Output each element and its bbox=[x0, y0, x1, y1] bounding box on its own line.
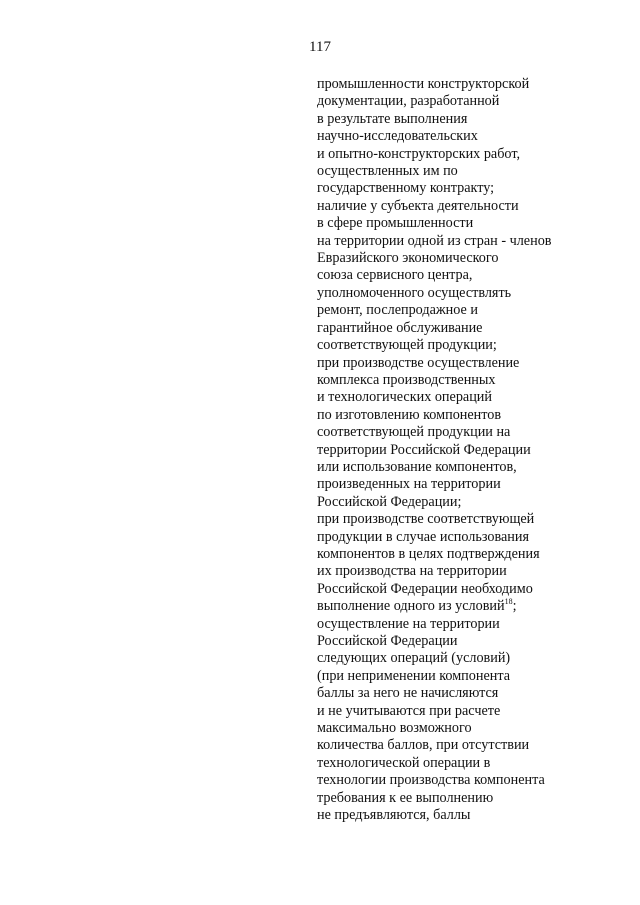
text-line: гарантийное обслуживание bbox=[317, 319, 483, 336]
text-line: следующих операций (условий) bbox=[317, 650, 511, 667]
text-line: Евразийского экономического bbox=[317, 250, 499, 267]
footnote-line-text: выполнение одного из условий bbox=[317, 598, 505, 615]
text-line: уполномоченного осуществлять bbox=[317, 284, 512, 301]
text-line: союза сервисного центра, bbox=[317, 267, 473, 284]
text-line: технологической операции в bbox=[317, 754, 491, 771]
text-line: осуществленных им по bbox=[317, 163, 458, 180]
text-line: или использование компонентов, bbox=[317, 458, 517, 475]
text-line: Российской Федерации bbox=[317, 633, 458, 649]
text-line: в сфере промышленности bbox=[317, 215, 474, 232]
text-line: Российской Федерации необходимо bbox=[317, 580, 533, 597]
text-line: по изготовлению компонентов bbox=[317, 406, 502, 423]
text-line: и технологических операций bbox=[317, 389, 492, 406]
text-line: документации, разработанной bbox=[317, 93, 500, 110]
text-line: продукции в случае использования bbox=[317, 528, 529, 545]
text-line: территории Российской Федерации bbox=[317, 441, 531, 458]
text-line: произведенных на территории bbox=[317, 476, 501, 493]
text-line: баллы за него не начисляются bbox=[317, 685, 499, 702]
text-line: (при неприменении компонента bbox=[317, 667, 511, 684]
text-line: при производстве соответствующей bbox=[317, 511, 535, 528]
text-line: осуществление на территории bbox=[317, 615, 500, 632]
text-line: комплекса производственных bbox=[317, 371, 496, 388]
text-line: соответствующей продукции на bbox=[317, 424, 511, 441]
text-line: компонентов в целях подтверждения bbox=[317, 545, 540, 562]
text-line: и опытно-конструкторских работ, bbox=[317, 145, 521, 162]
text-line: научно-исследовательских bbox=[317, 128, 478, 145]
text-line: на территории одной из стран - членов bbox=[317, 232, 552, 249]
footnote-marker: 18 bbox=[504, 597, 513, 607]
text-line: не предъявляются, баллы bbox=[317, 807, 471, 824]
text-line: технологии производства компонента bbox=[317, 772, 545, 789]
text-line: соответствующей продукции; bbox=[317, 337, 497, 354]
page-number: 117 bbox=[309, 39, 331, 55]
footnote-line-punctuation: ; bbox=[512, 598, 517, 615]
footnote-line bbox=[317, 598, 607, 615]
text-line: максимально возможного bbox=[317, 720, 472, 737]
text-line: наличие у субъекта деятельности bbox=[317, 197, 519, 214]
text-line: их производства на территории bbox=[317, 563, 507, 580]
text-line: требования к ее выполнению bbox=[317, 789, 494, 806]
text-line: при производстве осуществление bbox=[317, 354, 520, 371]
text-line: Российской Федерации; bbox=[317, 493, 462, 510]
text-line: государственному контракту; bbox=[317, 180, 495, 197]
text-line: в результате выполнения bbox=[317, 110, 468, 127]
text-line: и не учитываются при расчете bbox=[317, 702, 501, 719]
body-text bbox=[317, 76, 607, 824]
text-line: ремонт, послепродажное и bbox=[317, 302, 478, 319]
text-line: количества баллов, при отсутствии bbox=[317, 737, 530, 754]
text-line: промышленности конструкторской bbox=[317, 76, 530, 92]
